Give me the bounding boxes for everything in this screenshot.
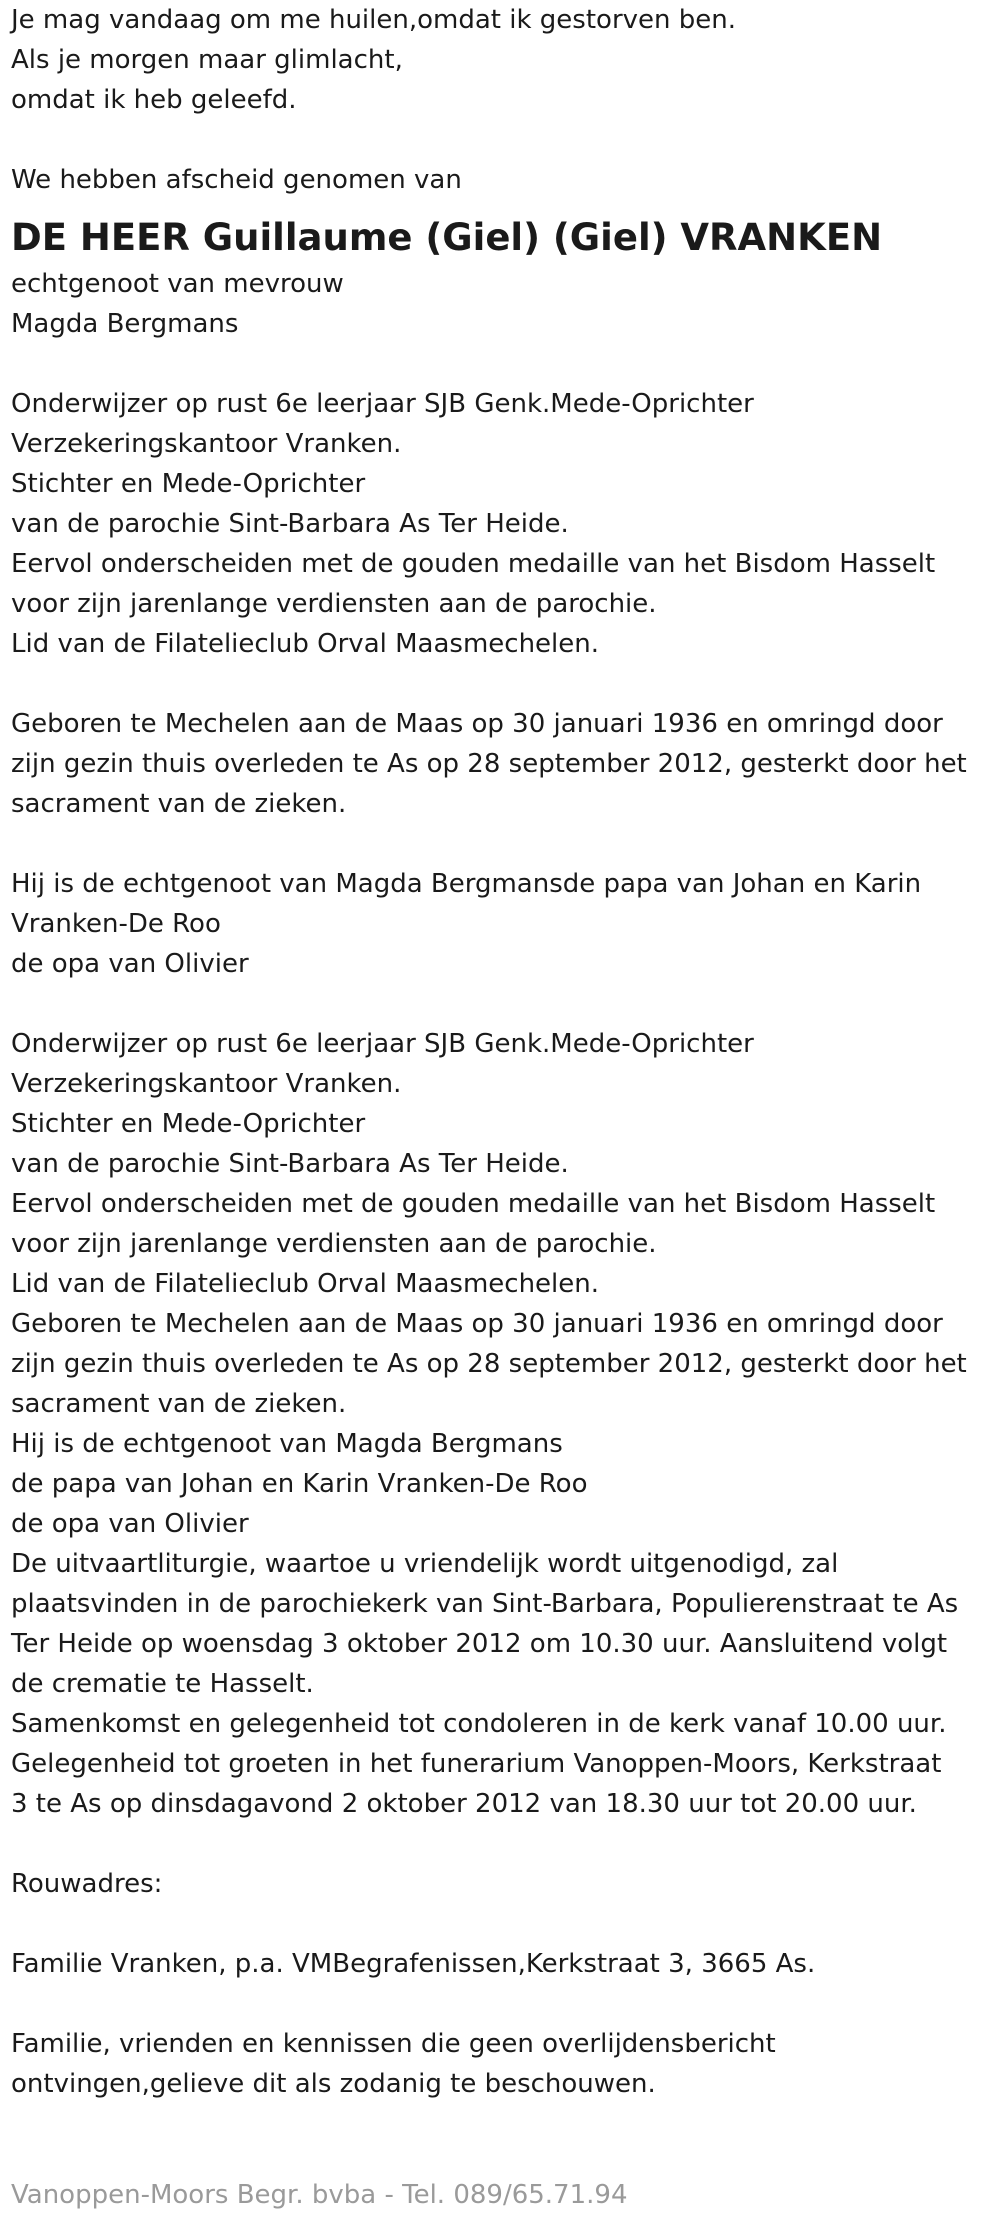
spouse-block [11,264,991,344]
details-line: sacrament van de zieken. [11,1389,347,1419]
details-line: de papa van Johan en Karin Vranken-De Roo [11,1469,588,1499]
birth-death-block [11,704,991,824]
birth-death-line: Geboren te Mechelen aan de Maas op 30 januari 1936 en omringd door [11,709,943,739]
details-line: voor zijn jarenlange verdiensten aan de parochie. [11,1229,657,1259]
details-block [11,1024,991,1824]
funeral-home-footer: Vanoppen-Moors Begr. bvba - Tel. 089/65.71.94 [11,2180,628,2210]
biography-line: voor zijn jarenlange verdiensten aan de parochie. [11,589,657,619]
details-line: de crematie te Hasselt. [11,1669,314,1699]
details-line: Hij is de echtgenoot van Magda Bergmans [11,1429,563,1459]
biography-block [11,384,991,664]
details-line: Ter Heide op woensdag 3 oktober 2012 om 10.30 uur. Aansluitend volgt [11,1629,948,1659]
closing-block [11,2024,991,2104]
details-line: zijn gezin thuis overleden te As op 28 september 2012, gesterkt door het [11,1349,967,1379]
details-line: van de parochie Sint-Barbara As Ter Heide. [11,1149,569,1179]
details-line: Geboren te Mechelen aan de Maas op 30 januari 1936 en omringd door [11,1309,943,1339]
poem [11,0,991,120]
intro-text: We hebben afscheid genomen van [11,165,462,195]
details-line: Verzekeringskantoor Vranken. [11,1069,402,1099]
details-line: de opa van Olivier [11,1509,249,1539]
address-label: Rouwadres: [11,1869,163,1899]
closing-line: Familie, vrienden en kennissen die geen overlijdensbericht [11,2029,776,2059]
biography-line: Verzekeringskantoor Vranken. [11,429,402,459]
details-line: 3 te As op dinsdagavond 2 oktober 2012 van 18.30 uur tot 20.00 uur. [11,1789,917,1819]
biography-line: van de parochie Sint-Barbara As Ter Heide. [11,509,569,539]
details-line: plaatsvinden in de parochiekerk van Sint-Barbara, Populierenstraat te As [11,1589,959,1619]
spouse-line: echtgenoot van mevrouw [11,269,344,299]
spouse-line: Magda Bergmans [11,309,239,339]
family-line: de opa van Olivier [11,949,249,979]
family-line: Vranken-De Roo [11,909,221,939]
details-line: De uitvaartliturgie, waartoe u vriendelijk wordt uitgenodigd, zal [11,1549,839,1579]
closing-line: ontvingen,gelieve dit als zodanig te beschouwen. [11,2069,656,2099]
poem-line: omdat ik heb geleefd. [11,85,297,115]
details-line: Onderwijzer op rust 6e leerjaar SJB Genk.Mede-Oprichter [11,1029,754,1059]
family-line: Hij is de echtgenoot van Magda Bergmansde papa van Johan en Karin [11,869,922,899]
mourning-address: Familie Vranken, p.a. VMBegrafenissen,Kerkstraat 3, 3665 As. [11,1949,816,1979]
birth-death-line: sacrament van de zieken. [11,789,347,819]
family-block [11,864,991,984]
details-line: Lid van de Filatelieclub Orval Maasmechelen. [11,1269,600,1299]
birth-death-line: zijn gezin thuis overleden te As op 28 september 2012, gesterkt door het [11,749,967,779]
poem-line: Je mag vandaag om me huilen,omdat ik gestorven ben. [11,5,737,35]
biography-line: Eervol onderscheiden met de gouden medaille van het Bisdom Hasselt [11,549,936,579]
biography-line: Lid van de Filatelieclub Orval Maasmechelen. [11,629,600,659]
details-line: Eervol onderscheiden met de gouden medaille van het Bisdom Hasselt [11,1189,936,1219]
biography-line: Onderwijzer op rust 6e leerjaar SJB Genk.Mede-Oprichter [11,389,754,419]
biography-line: Stichter en Mede-Oprichter [11,469,366,499]
poem-line: Als je morgen maar glimlacht, [11,45,403,75]
details-line: Samenkomst en gelegenheid tot condoleren in de kerk vanaf 10.00 uur. [11,1709,947,1739]
details-line: Gelegenheid tot groeten in het funerarium Vanoppen-Moors, Kerkstraat [11,1749,942,1779]
deceased-name: DE HEER Guillaume (Giel) (Giel) VRANKEN [11,216,883,259]
details-line: Stichter en Mede-Oprichter [11,1109,366,1139]
obituary-page [11,0,991,2104]
